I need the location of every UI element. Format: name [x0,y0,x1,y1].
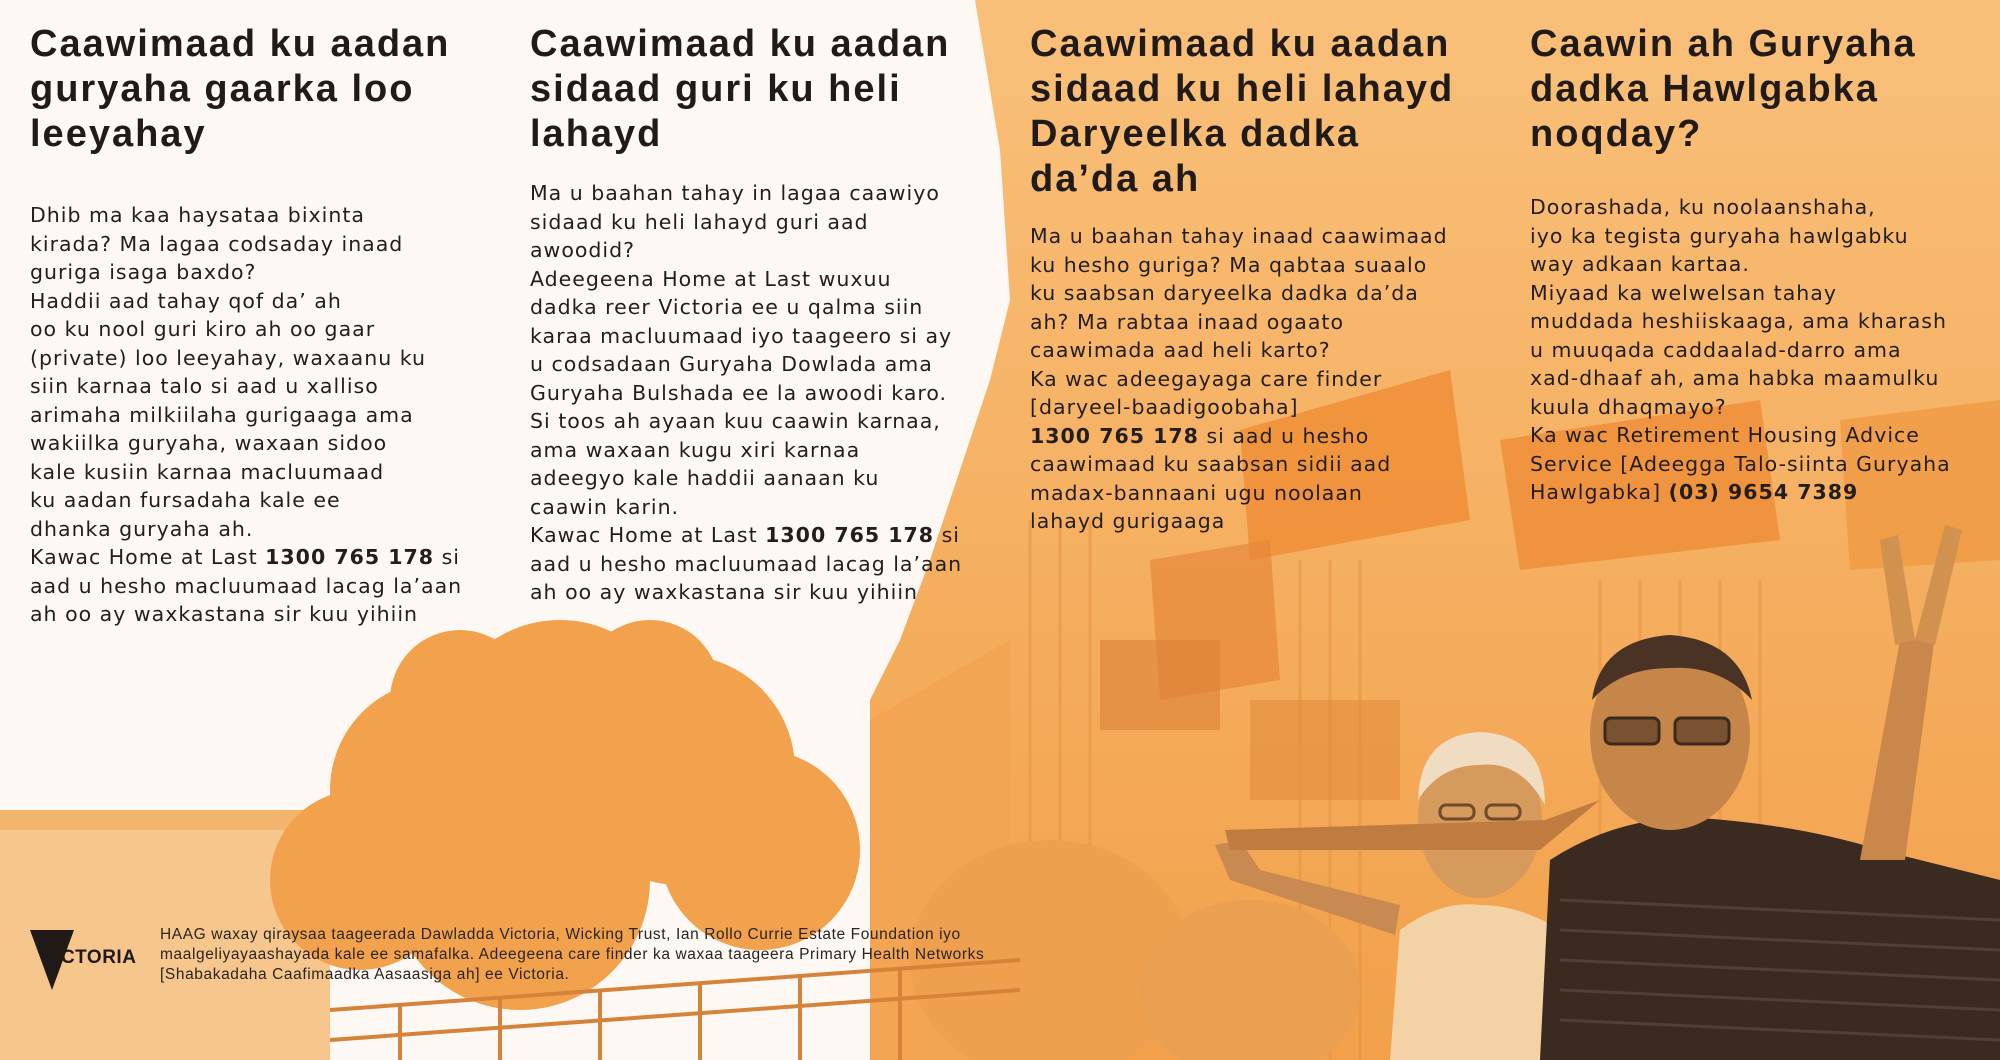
column-body: Doorashada, ku noolaanshaha, iyo ka tegista guryaha hawlgabku way adkaan kartaa. Miyaad ka welwelsan tahay muddada heshiiskaaga, ama kharash u muuqada caddaalad-darro ama xad-dhaaf ah, ama habka maamulku kuula dhaqmayo? Ka wac Retirement Housing Advice Service [Adeegga Talo-siinta Guryaha Hawlgabka] (03) 9654 7389 [1530,195,1951,504]
column-private-rental [30,22,470,629]
column-heading: Caawimaad ku aadan guryaha gaarka loo leeyahay [30,23,451,155]
column-body: Ma u baahan tahay in lagaa caawiyo sidaad ku heli lahayd guri aad awoodid? Adeegeena Home at Last wuxuu dadka reer Victoria ee u qalma siin karaa macluumaad iyo taageero si ay u codsadaan Guryaha Dowlada ama Guryaha Bulshada ee la awoodi karo. Si toos ah ayaan kuu caawin karnaa, ama waxaan kugu xiri karnaa adeegyo kale haddii aanaan ku caawin karin. Kawac Home at Last 1300 765 178 si aad u hesho macluumaad lacag la’aan ah oo ay waxkastana sir kuu yihiin [530,181,963,604]
logo-text: VICTORIA [42,947,137,968]
footer-acknowledgement: HAAG waxay qiraysaa taageerada Dawladda Victoria, Wicking Trust, Ian Rollo Currie Estate Foundation iyo maalgeliyayaashayada kale ee samafalka. Adeegeena care finder ka waxaa taageera Primary Health Networks [Shabakadaha Caafimaadka Aasaasiga ah] ee Victoria. [160,926,985,983]
column-heading: Caawimaad ku aadan sidaad guri ku heli lahayd [530,23,951,155]
phone-number: 1300 765 178 [1030,423,1199,448]
column-retirement-housing [1530,22,1970,507]
phone-number: (03) 9654 7389 [1668,480,1859,504]
phone-number: 1300 765 178 [765,523,935,547]
column-heading: Caawimaad ku aadan sidaad ku heli lahayd Daryeelka dadka da’da ah [1030,23,1455,200]
column-aged-care [1030,22,1470,536]
column-body: Dhib ma kaa haysataa bixinta kirada? Ma lagaa codsaday inaad guriga isaga baxdo? Haddii aad tahay qof da’ ah oo ku nool guri kiro ah oo gaar (private) loo leeyahay, waxaanu ku siin karnaa talo si aad u xalliso arimaha milkiilaha gurigaaga ama wakiilka guryaha, waxaan sidoo kale kusiin karnaa macluumaad ku aadan fursadaha kale ee dhanka guryaha ah. Kawac Home at Last 1300 765 178 si aad u hesho macluumaad lacag la’aan ah oo ay waxkastana sir kuu yihiin [30,203,463,626]
phone-number: 1300 765 178 [265,545,435,569]
column-heading: Caawin ah Guryaha dadka Hawlgabka noqday? [1530,23,1917,155]
victoria-logo [30,928,150,998]
column-body: Ma u baahan tahay inaad caawimaad ku hesho guriga? Ma qabtaa suaalo ku saabsan daryeelka dadka da’da ah? Ma rabtaa inaad ogaato caawimada aad heli karto? Ka wac adeegayaga care finder [daryeel-baadigoobaha] 1300 765 178 si aad u hesho caawimaad ku saabsan sidii aad madax-bannaani ugu noolaan lahayd gurigaaga [1030,224,1448,533]
column-affordable-housing [530,22,970,607]
